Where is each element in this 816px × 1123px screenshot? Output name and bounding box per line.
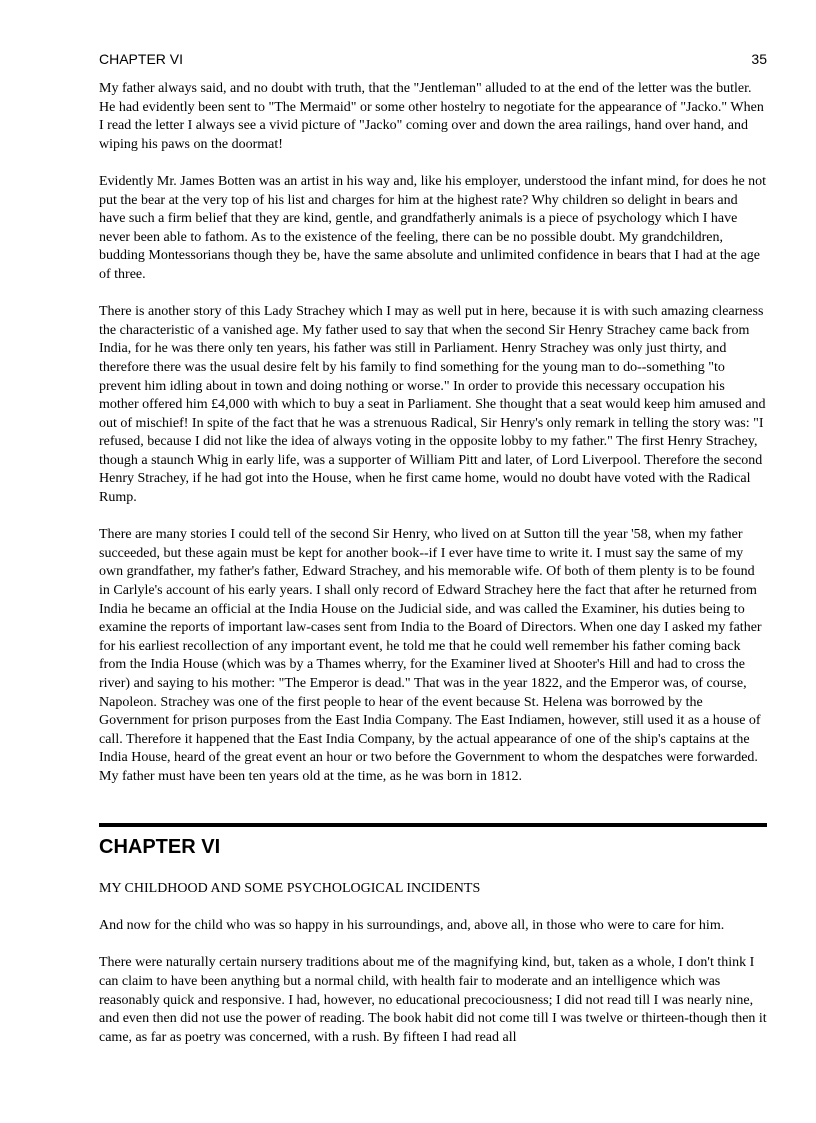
running-header <box>99 49 767 69</box>
paragraph: And now for the child who was so happy in his surroundings, and, above all, in those who were to care for him. <box>99 918 725 934</box>
previous-chapter-text <box>99 80 767 805</box>
paragraph: Evidently Mr. James Botten was an artist in his way and, like his employer, understood the infant mind, for does he not put the bear at the very top of his list and charges for him at the highest rate? Why children so delight in bears and have such a firm belief that they are kind, gentle, and grandfatherly animals is a piece of psychology which I have never been able to fathom. As to the existence of the feeling, there can be no possible doubt. My grandchildren, budding Montessorians though they be, have the same absolute and unlimited confidence in bears that I had at the age of three. <box>99 173 767 282</box>
paragraph: There is another story of this Lady Strachey which I may as well put in here, because it is with such amazing clearness the characteristic of a vanished age. My father used to say that when the second Sir Henry Strachey came back from India, for he was there only ten years, his father was still in Parliament. Henry Strachey was only just thirty, and therefore there was the usual desire felt by his family to find something for the young man to do--something "to prevent him idling about in town and doing nothing or worse." In order to provide this necessary occupation his mother offered him £4,000 with which to buy a seat in Parliament. She thought that a seat would keep him amused and out of mischief! In spite of the fact that he was a strenuous Radical, Sir Henry's only remark in telling the story was: "I refused, because I did not like the idea of always voting in the opposite lobby to my father." The first Henry Strachey, though a staunch Whig in early life, was a supporter of William Pitt and later, of Lord Liverpool. Therefore the second Henry Strachey, if he had got into the House, when he first came home, would no doubt have voted with the Radical Rump. <box>99 304 766 506</box>
chapter-title: CHAPTER VI <box>99 836 221 858</box>
chapter-divider <box>99 823 767 827</box>
paragraph: There are many stories I could tell of the second Sir Henry, who lived on at Sutton till the year '58, when my father succeeded, but these again must be kept for another book--if I ever have time to write it. I must say the same of my own grandfather, my father's father, Edward Strachey, and his memorable wife. Of both of them plenty is to be found in Carlyle's account of his early years. I shall only record of Edward Strachey here the fact that after he returned from India he became an official at the India House on the Judicial side, and was called the Examiner, his duties being to examine the reports of important law-cases sent from India to the Board of Directors. When one day I asked my father for his earliest recollection of any important event, he told me that he could well remember his father coming back from the India House (which was by a Thames wherry, for the Examiner lived at Shooter's Hill and had to cross the river) and saying to his mother: "The Emperor is dead." That was in the year 1822, and the Emperor was, of course, Napoleon. Strachey was one of the first people to hear of the event because St. Helena was borrowed by the Government for prison purposes from the East India Company. The East Indiamen, however, still used it as a house of call. Therefore it happened that the East India Company, by the actual appearance of one of the ship's captains at the India House, heard of the great event an hour or two before the Government to whom the despatches were forwarded. My father must have been ten years old at the time, as he was born in 1812. <box>99 527 762 784</box>
page-number: 35 <box>751 51 767 67</box>
chapter-subtitle: MY CHILDHOOD AND SOME PSYCHOLOGICAL INCIDENTS <box>99 881 481 896</box>
paragraph: My father always said, and no doubt with truth, that the "Jentleman" alluded to at the end of the letter was the butler. He had evidently been sent to "The Mermaid" or some other hostelry to negotiate for the appearance of "Jacko." When I read the letter I always see a vivid picture of "Jacko" coming over and down the area railings, hand over hand, and wiping his paws on the doormat! <box>99 81 764 152</box>
running-header-chapter: CHAPTER VI <box>99 51 184 67</box>
paragraph: There were naturally certain nursery traditions about me of the magnifying kind, but, taken as a whole, I don't think I can claim to have been anything but a normal child, with health fair to moderate and an intelligence which was reasonably quick and responsive. I had, however, no educational precociousness; I did not read till I was nearly nine, and even then did not use the power of reading. The book habit did not come till I was twelve or thirteen-though then it came, as far as poetry was concerned, with a rush. By fifteen I had read all <box>99 955 767 1045</box>
chapter-text <box>99 880 767 1066</box>
